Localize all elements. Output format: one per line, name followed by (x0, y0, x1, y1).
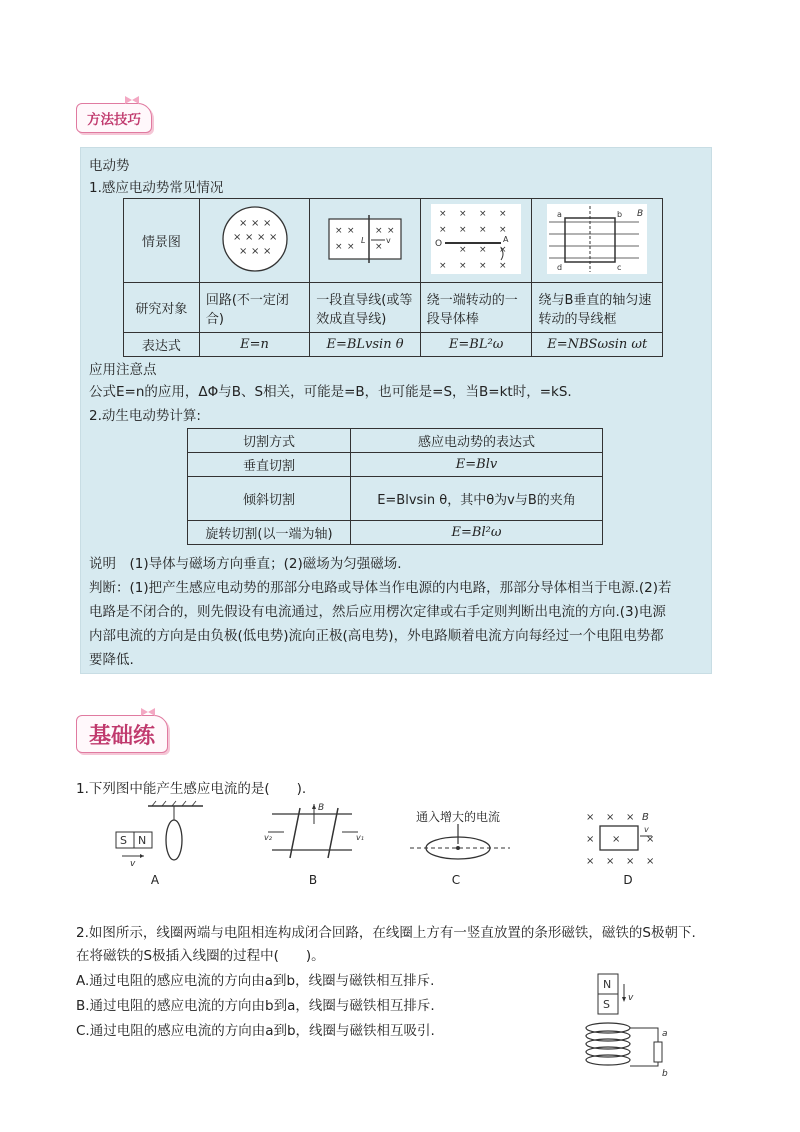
svg-text:B: B (642, 812, 649, 823)
svg-text:×: × (375, 241, 383, 252)
cutting-header-mode: 切割方式 (188, 429, 351, 453)
figure-b-label: B (308, 873, 318, 887)
section-tag-basic (76, 715, 168, 753)
svg-text:×: × (268, 231, 277, 243)
svg-text:×: × (626, 812, 635, 823)
figure-c-caption: 通入增大的电流 (416, 810, 501, 824)
note-line: 公式E=n的应用，ΔΦ与B、S相关，可能是=B，也可能是=S，当B=kt时，=kS. (89, 384, 572, 400)
cutting-table (187, 428, 603, 545)
svg-text:B: B (637, 208, 644, 219)
svg-text:v₂: v₂ (264, 833, 272, 842)
section-tag-method (76, 103, 152, 133)
figure-c (410, 824, 510, 870)
svg-text:×: × (586, 834, 595, 845)
svg-text:c: c (617, 262, 622, 272)
svg-text:B: B (318, 803, 325, 813)
cutting-expr-1: E=Blv (351, 453, 603, 477)
cutting-expr-2: E=Blvsin θ，其中θ为v与B的夹角 (351, 477, 603, 521)
expression-4: E=NBSωsin ωt (532, 333, 663, 357)
svg-text:×: × (439, 260, 447, 271)
svg-text:×: × (244, 231, 253, 243)
figure-q2-coil-magnet (568, 970, 678, 1080)
loop-diagram (215, 204, 295, 274)
box-item2: 2.动生电动势计算: (89, 408, 201, 424)
ribbon-icon (123, 95, 141, 105)
box-item1: 1.感应电动势常见情况 (89, 180, 224, 196)
row-label-scene: 情景图 (124, 199, 200, 283)
svg-text:×: × (375, 225, 383, 236)
question-2-option-b: B.通过电阻的感应电流的方向由b到a，线圈与磁铁相互排斥. (76, 998, 435, 1014)
scene-rod (310, 199, 420, 283)
scene-coil (532, 199, 663, 283)
svg-text:A: A (503, 234, 509, 244)
section-tag-label: 基础练 (89, 723, 156, 749)
scene-loop (199, 199, 309, 283)
svg-text:×: × (256, 231, 265, 243)
explain-line: 说明 (1)导体与磁场方向垂直；(2)磁场为匀强磁场. (89, 556, 402, 572)
svg-text:a: a (557, 209, 563, 219)
svg-text:×: × (439, 224, 447, 235)
section-tag-label: 方法技巧 (87, 112, 141, 128)
rotating-rod-diagram (431, 204, 521, 274)
svg-text:v: v (130, 859, 136, 869)
svg-text:×: × (335, 241, 343, 252)
svg-text:a: a (662, 1029, 668, 1039)
svg-text:O: O (435, 238, 443, 249)
row-label-expression: 表达式 (124, 333, 200, 357)
judge-line-3: 内部电流的方向是由负极(低电势)流向正极(高电势)，外电路顺着电流方向每经过一个电阻电势都 (89, 628, 664, 644)
expression-3: E=BL²ω (420, 333, 532, 357)
svg-text:×: × (347, 225, 355, 236)
svg-text:×: × (479, 224, 487, 235)
figure-a (108, 800, 208, 870)
svg-text:v: v (644, 825, 649, 834)
svg-text:×: × (479, 208, 487, 219)
emf-table (123, 198, 663, 357)
method-box (80, 147, 712, 674)
svg-text:×: × (626, 856, 635, 867)
note-title: 应用注意点 (89, 362, 157, 378)
svg-text:L: L (361, 235, 366, 245)
judge-line-2: 电路是不闭合的，则先假设有电流通过，然后应用楞次定律或右手定则判断出电流的方向.(3)电源 (89, 604, 666, 620)
figure-c-label: C (451, 873, 461, 887)
svg-text:×: × (499, 244, 507, 255)
svg-text:×: × (262, 217, 271, 229)
svg-text:×: × (250, 217, 259, 229)
judge-line-4: 要降低. (89, 652, 134, 668)
svg-text:×: × (262, 245, 271, 257)
row-label-object: 研究对象 (124, 283, 200, 333)
svg-text:×: × (499, 260, 507, 271)
svg-text:v₁: v₁ (356, 833, 364, 842)
svg-text:S: S (120, 834, 127, 847)
svg-text:v: v (628, 993, 634, 1003)
rod-diagram (325, 209, 405, 269)
ribbon-icon (139, 707, 157, 717)
figure-a-label: A (150, 873, 160, 887)
svg-text:b: b (617, 209, 623, 219)
svg-text:×: × (646, 834, 655, 845)
svg-text:×: × (459, 244, 467, 255)
box-title: 电动势 (89, 158, 130, 174)
scene-rotating-rod (420, 199, 532, 283)
svg-text:×: × (479, 260, 487, 271)
svg-text:×: × (606, 856, 615, 867)
object-1: 回路(不一定闭合) (199, 283, 309, 333)
svg-text:×: × (238, 217, 247, 229)
svg-text:×: × (499, 208, 507, 219)
object-4: 绕与B垂直的轴匀速转动的导线框 (532, 283, 663, 333)
svg-text:d: d (557, 262, 563, 272)
cutting-mode-2: 倾斜切割 (188, 477, 351, 521)
svg-text:×: × (606, 812, 615, 823)
question-1-stem: 1.下列图中能产生感应电流的是( ). (76, 781, 307, 797)
question-2-stem-2: 在将磁铁的S极插入线圈的过程中( )。 (76, 948, 325, 964)
cutting-mode-3: 旋转切割(以一端为轴) (188, 521, 351, 545)
svg-text:N: N (603, 978, 612, 991)
svg-text:×: × (459, 260, 467, 271)
question-2-stem-1: 2.如图所示，线圈两端与电阻相连构成闭合回路，在线圈上方有一竖直放置的条形磁铁，磁铁的S极朝下. (76, 925, 696, 941)
svg-text:×: × (439, 208, 447, 219)
cutting-expr-3: E=Bl²ω (351, 521, 603, 545)
svg-text:N: N (138, 834, 147, 847)
question-2-option-c: C.通过电阻的感应电流的方向由a到b，线圈与磁铁相互吸引. (76, 1023, 435, 1039)
svg-text:×: × (347, 241, 355, 252)
expression-2: E=BLvsin θ (310, 333, 420, 357)
svg-text:S: S (603, 998, 610, 1011)
svg-text:×: × (499, 224, 507, 235)
object-3: 绕一端转动的一段导体棒 (420, 283, 532, 333)
svg-text:×: × (459, 208, 467, 219)
svg-text:v: v (386, 235, 391, 245)
svg-text:×: × (479, 244, 487, 255)
svg-text:×: × (232, 231, 241, 243)
figure-b (262, 800, 372, 865)
coil-diagram (547, 204, 647, 274)
svg-text:×: × (387, 225, 395, 236)
svg-text:×: × (612, 834, 621, 845)
figure-d (584, 808, 664, 868)
svg-text:×: × (586, 812, 595, 823)
object-2: 一段直导线(或等效成直导线) (310, 283, 420, 333)
svg-text:×: × (459, 224, 467, 235)
question-2-option-a: A.通过电阻的感应电流的方向由a到b，线圈与磁铁相互排斥. (76, 973, 435, 989)
svg-text:b: b (662, 1069, 668, 1079)
figure-d-label: D (623, 873, 633, 887)
expression-1: E=n (199, 333, 309, 357)
svg-text:×: × (646, 856, 655, 867)
cutting-header-expr: 感应电动势的表达式 (351, 429, 603, 453)
svg-text:×: × (250, 245, 259, 257)
cutting-mode-1: 垂直切割 (188, 453, 351, 477)
svg-text:×: × (335, 225, 343, 236)
judge-line-1: 判断：(1)把产生感应电动势的那部分电路或导体当作电源的内电路，那部分导体相当于电源.(2)若 (89, 580, 672, 596)
svg-text:×: × (586, 856, 595, 867)
svg-text:×: × (238, 245, 247, 257)
